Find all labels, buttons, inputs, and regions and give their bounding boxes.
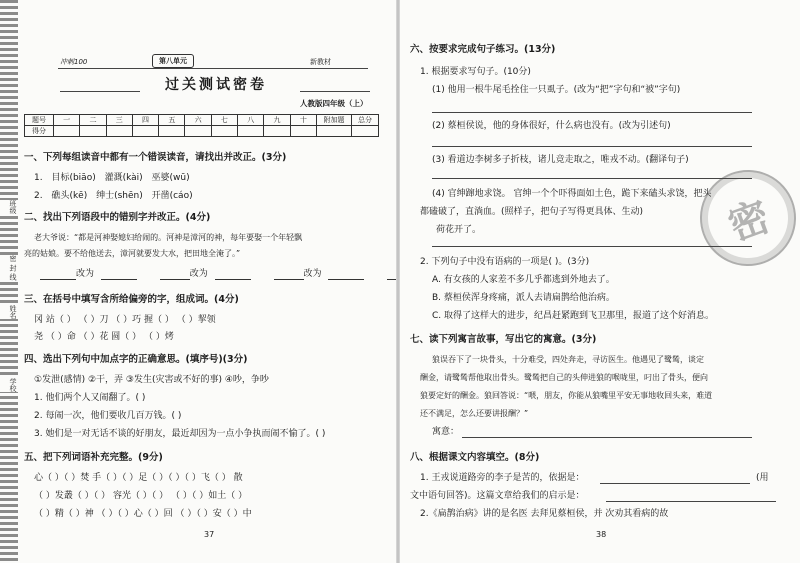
answer-line[interactable] bbox=[432, 178, 752, 179]
q7-para2: 酬金，请鹭鸶帮他取出骨头。鹭鸶把自己的头伸进狼的喉咙里，叼出了骨头，便向 bbox=[420, 373, 708, 382]
binding-class-label: 班级 bbox=[0, 200, 18, 214]
q6-option-a: A. 有女孩的人家差不多几乎都逃到外地去了。 bbox=[432, 275, 615, 285]
score-header-cell: 二 bbox=[80, 115, 106, 126]
q7-para3: 狼要定好的酬金。狼回答说：“喂，朋友，你能从狼嘴里平安无事地收回头来，难道 bbox=[420, 391, 713, 400]
score-header-cell: 八 bbox=[238, 115, 264, 126]
answer-line[interactable] bbox=[432, 146, 752, 147]
q3-title: 三、在括号中填写含所给偏旁的字，组成词。(4分) bbox=[24, 294, 239, 305]
score-header-cell: 一 bbox=[54, 115, 80, 126]
brand-label: 冲刺100 bbox=[60, 58, 88, 66]
q7-title: 七、读下列寓言故事，写出它的寓意。(3分) bbox=[410, 334, 597, 345]
score-header-cell: 总分 bbox=[352, 115, 379, 126]
q8-s1b: 文中语句回答)。这篇文章给我们的启示是： bbox=[410, 491, 585, 501]
q6-option-b: B. 蔡桓侯浑身疼痛，派人去请扁鹊给他治病。 bbox=[432, 293, 615, 303]
q5-title: 五、把下列词语补充完整。(9分) bbox=[24, 452, 163, 463]
score-cell[interactable] bbox=[132, 126, 158, 137]
q7-para1: 狼误吞下了一块骨头，十分难受，四处奔走，寻访医生。他遇见了鹭鸶，谈定 bbox=[432, 355, 704, 364]
score-cell[interactable] bbox=[106, 126, 132, 137]
exam-title: 过关测试密卷 bbox=[165, 77, 267, 93]
score-header-cell: 九 bbox=[264, 115, 290, 126]
score-row-label: 得分 bbox=[25, 126, 54, 137]
q8-s2: 2.《扁鹊治病》讲的是名医 去拜见蔡桓侯，并 次劝其看病的故 bbox=[420, 509, 669, 519]
score-cell[interactable] bbox=[80, 126, 106, 137]
score-cell[interactable] bbox=[290, 126, 316, 137]
answer-blank[interactable] bbox=[328, 270, 364, 280]
score-cell[interactable] bbox=[211, 126, 237, 137]
score-header-cell: 题号 bbox=[25, 115, 54, 126]
score-cell[interactable] bbox=[317, 126, 352, 137]
score-cell[interactable] bbox=[264, 126, 290, 137]
answer-line[interactable] bbox=[432, 112, 752, 113]
q4-title: 四、选出下列句中加点字的正确意思。(填序号)(3分) bbox=[24, 354, 248, 365]
header-rule bbox=[58, 68, 368, 69]
page-number-right: 38 bbox=[596, 530, 607, 539]
q5-row3: （ ）精（ ）神 （ ）（ ）心（ ）回 （ ）（ ）安（ ）中 bbox=[34, 509, 252, 519]
score-cell[interactable] bbox=[159, 126, 185, 137]
q6-s1: (1) 他用一根牛尾毛拴住一只虱子。(改为“把”字句和“被”字句) bbox=[432, 85, 681, 95]
binding-school-label: 学校 bbox=[0, 378, 18, 392]
q2-fix-row: 改为 改为 改为 bbox=[40, 268, 472, 280]
q2-para2: 亮的姑娘。要不给他送去，漳河就要发大水，把田地全淹了。” bbox=[24, 249, 241, 258]
page-number-left: 37 bbox=[204, 530, 215, 539]
score-header-cell: 六 bbox=[185, 115, 211, 126]
answer-blank[interactable] bbox=[160, 270, 190, 280]
answer-line[interactable] bbox=[600, 483, 750, 484]
q5-row2: （ ）发叢（ ）（ ） 容光（ ）（ ） （ ）（ ）如土（ ） bbox=[34, 491, 248, 501]
score-table bbox=[24, 114, 379, 137]
q6-s4c: 荷花开了。 bbox=[436, 225, 482, 235]
q7-para4: 还不满足，怎么还要讲报酬？” bbox=[420, 409, 529, 418]
q6-s3: (3) 看道边李树多子折枝，诸儿竞走取之，唯戎不动。(翻译句子) bbox=[432, 155, 689, 165]
score-cell[interactable] bbox=[238, 126, 264, 137]
q6-s4a: (4) 官绅蹿地求饶。 官绅一个个吓得面如土色，跪下来磕头求饶，把头 bbox=[432, 189, 712, 199]
q6-title: 六、按要求完成句子练习。(13分) bbox=[410, 44, 556, 55]
score-header-cell: 十 bbox=[290, 115, 316, 126]
q8-title: 八、根据课文内容填空。(8分) bbox=[410, 452, 540, 463]
q4-sentence2: 2. 每闹一次，他们要收几百万钱。( ) bbox=[34, 411, 182, 421]
header-rule-right bbox=[300, 91, 370, 92]
q1-title: 一、下列每组读音中都有一个错误读音，请找出并改正。(3分) bbox=[24, 152, 287, 163]
q7-moral-label: 寓意： bbox=[432, 427, 460, 437]
header-rule-left bbox=[60, 91, 140, 92]
q3-row2: 尧 （ ）命 （ ）花 圆（ ） （ ）烤 bbox=[34, 332, 174, 342]
q2-title: 二、找出下列语段中的错别字并改正。(4分) bbox=[24, 212, 211, 223]
binding-name-label: 姓名 bbox=[0, 305, 18, 319]
binding-seal-label: 密 封 线 bbox=[0, 255, 18, 280]
answer-blank[interactable] bbox=[101, 270, 137, 280]
q6-s2: (2) 蔡桓侯说，他的身体很好，什么病也没有。(改为引述句) bbox=[432, 121, 671, 131]
answer-blank[interactable] bbox=[40, 270, 76, 280]
q6-sub1: 1. 根据要求写句子。(10分) bbox=[420, 67, 531, 77]
answer-blank[interactable] bbox=[215, 270, 251, 280]
q6-option-c: C. 取得了这样大的进步，纪昌赶紧跑到飞卫那里，报道了这个好消息。 bbox=[432, 311, 715, 321]
q4-sentence1: 1. 他们两个人又闹翻了。( ) bbox=[34, 393, 146, 403]
score-header-cell: 七 bbox=[211, 115, 237, 126]
confidential-stamp: 密 bbox=[686, 156, 800, 279]
answer-line[interactable] bbox=[432, 246, 752, 247]
answer-line[interactable] bbox=[462, 437, 752, 438]
q8-s1a: 1. 王戎说道路旁的李子是苦的，依据是： bbox=[420, 473, 585, 483]
q5-row1: 心（ ）（ ）焚 手（ ）（ ）足（ ）（ ）（ ）飞（ ） 散 bbox=[34, 473, 243, 483]
q1-line2: 2. 礁头(kē) 绅士(shēn) 开凿(cáo) bbox=[34, 191, 193, 201]
edition-label: 新教材 bbox=[310, 58, 331, 66]
q8-s1a-tail: (用 bbox=[756, 473, 769, 483]
q4-sentence3: 3. 她们是一对无话不谈的好朋友，最近却因为一点小争执而闹不愉了。( ) bbox=[34, 429, 326, 439]
q1-line1: 1. 目标(biāo) 灌溉(kài) 巫婆(wū) bbox=[34, 173, 190, 183]
score-cell[interactable] bbox=[185, 126, 211, 137]
binding-strip bbox=[0, 0, 18, 563]
q4-options: ①发泄(感情) ②干，弄 ③发生(灾害或不好的事) ④吵，争吵 bbox=[34, 375, 269, 385]
q3-row1: 冈 站（ ） （ ）刀 （ ）巧 握（ ） （ ）挈领 bbox=[34, 315, 216, 325]
score-cell[interactable] bbox=[54, 126, 80, 137]
score-header-cell: 四 bbox=[132, 115, 158, 126]
score-header-cell: 附加题 bbox=[317, 115, 352, 126]
score-cell[interactable] bbox=[352, 126, 379, 137]
score-header-cell: 五 bbox=[159, 115, 185, 126]
q6-s4b: 都磕破了，直淌血。(照样子，把句子写得更具体、生动) bbox=[420, 207, 644, 217]
grade-label: 人教版四年级（上） bbox=[300, 99, 368, 108]
answer-blank[interactable] bbox=[274, 270, 304, 280]
unit-label: 第八单元 bbox=[152, 54, 194, 68]
answer-line[interactable] bbox=[606, 501, 776, 502]
q2-para1: 老大爷说：“都是河神娶媳妇给闹的。河神是漳河的神，每年要娶一个年轻飘 bbox=[34, 233, 303, 242]
score-header-cell: 三 bbox=[106, 115, 132, 126]
q6-sub2: 2. 下列句子中没有语病的一项是( )。(3分) bbox=[420, 257, 590, 267]
